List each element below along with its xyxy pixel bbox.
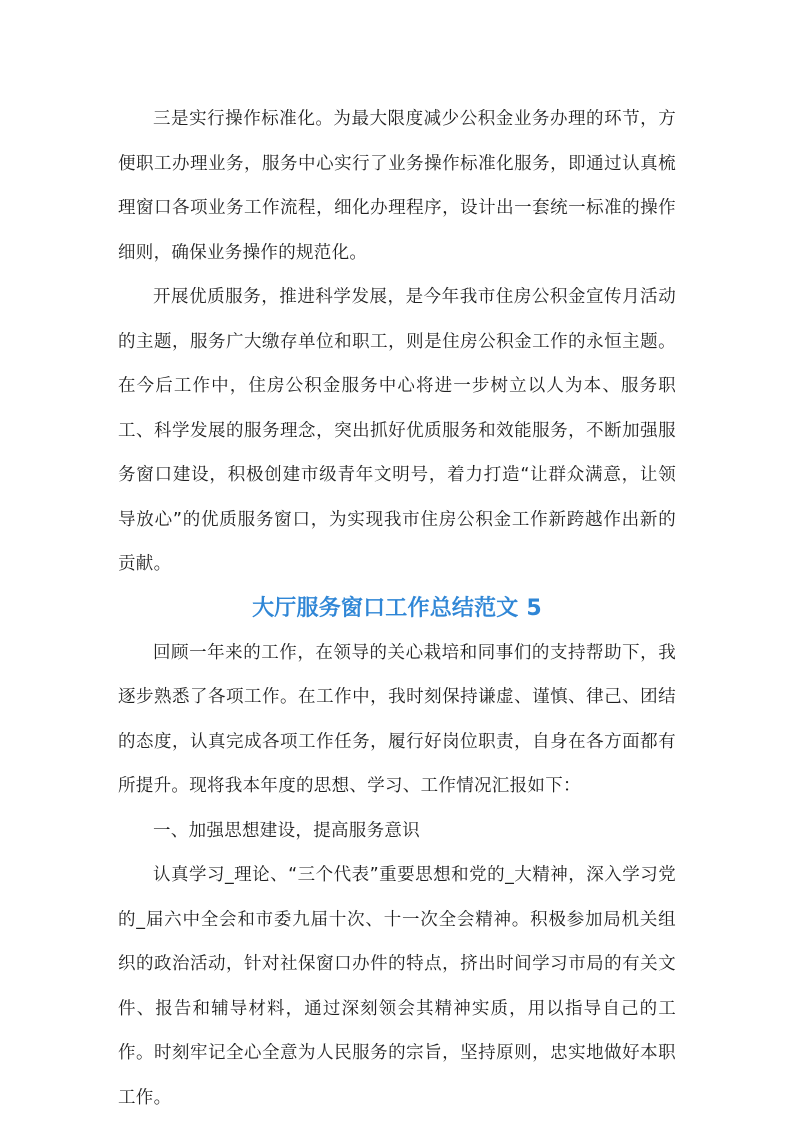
document-page	[118, 97, 676, 1120]
paragraph-standardization: 三是实行操作标准化。为最大限度减少公积金业务办理的环节，方便职工办理业务，服务中心实行了业务操作标准化服务，即通过认真梳理窗口各项业务工作流程，细化办理程序，设计出一套统一标准的操作细则，确保业务操作的规范化。	[118, 109, 676, 263]
paragraph-year-review: 回顾一年来的工作，在领导的关心栽培和同事们的支持帮助下，我逐步熟悉了各项工作。在工作中，我时刻保持谦虚、谨慎、律己、团结的态度，认真完成各项工作任务，履行好岗位职责，自身在各方面都有所提升。现将我本年度的思想、学习、工作情况汇报如下：	[118, 642, 676, 796]
section-title: 大厅服务窗口工作总结范文 5	[252, 595, 542, 621]
paragraph-study-theory: 认真学习_理论、“三个代表”重要思想和党的_大精神，深入学习党的_届六中全会和市委九届十次、十一次全会精神。积极参加局机关组织的政治活动，针对社保窗口办件的特点，挤出时间学习市局的有关文件、报告和辅导材料，通过深刻领会其精神实质，用以指导自己的工作。时刻牢记全心全意为人民服务的宗旨，坚持原则，忠实地做好本职工作。	[118, 865, 676, 1108]
paragraph-quality-service: 开展优质服务，推进科学发展，是今年我市住房公积金宣传月活动的主题，服务广大缴存单位和职工，则是住房公积金工作的永恒主题。在今后工作中，住房公积金服务中心将进一步树立以人为本、服务职工、科学发展的服务理念，突出抓好优质服务和效能服务，不断加强服务窗口建设，积极创建市级青年文明号，着力打造“让群众满意，让领导放心”的优质服务窗口，为实现我市住房公积金工作新跨越作出新的贡献。	[118, 287, 676, 574]
subheading-thought-building: 一、加强思想建设，提高服务意识	[153, 820, 420, 841]
